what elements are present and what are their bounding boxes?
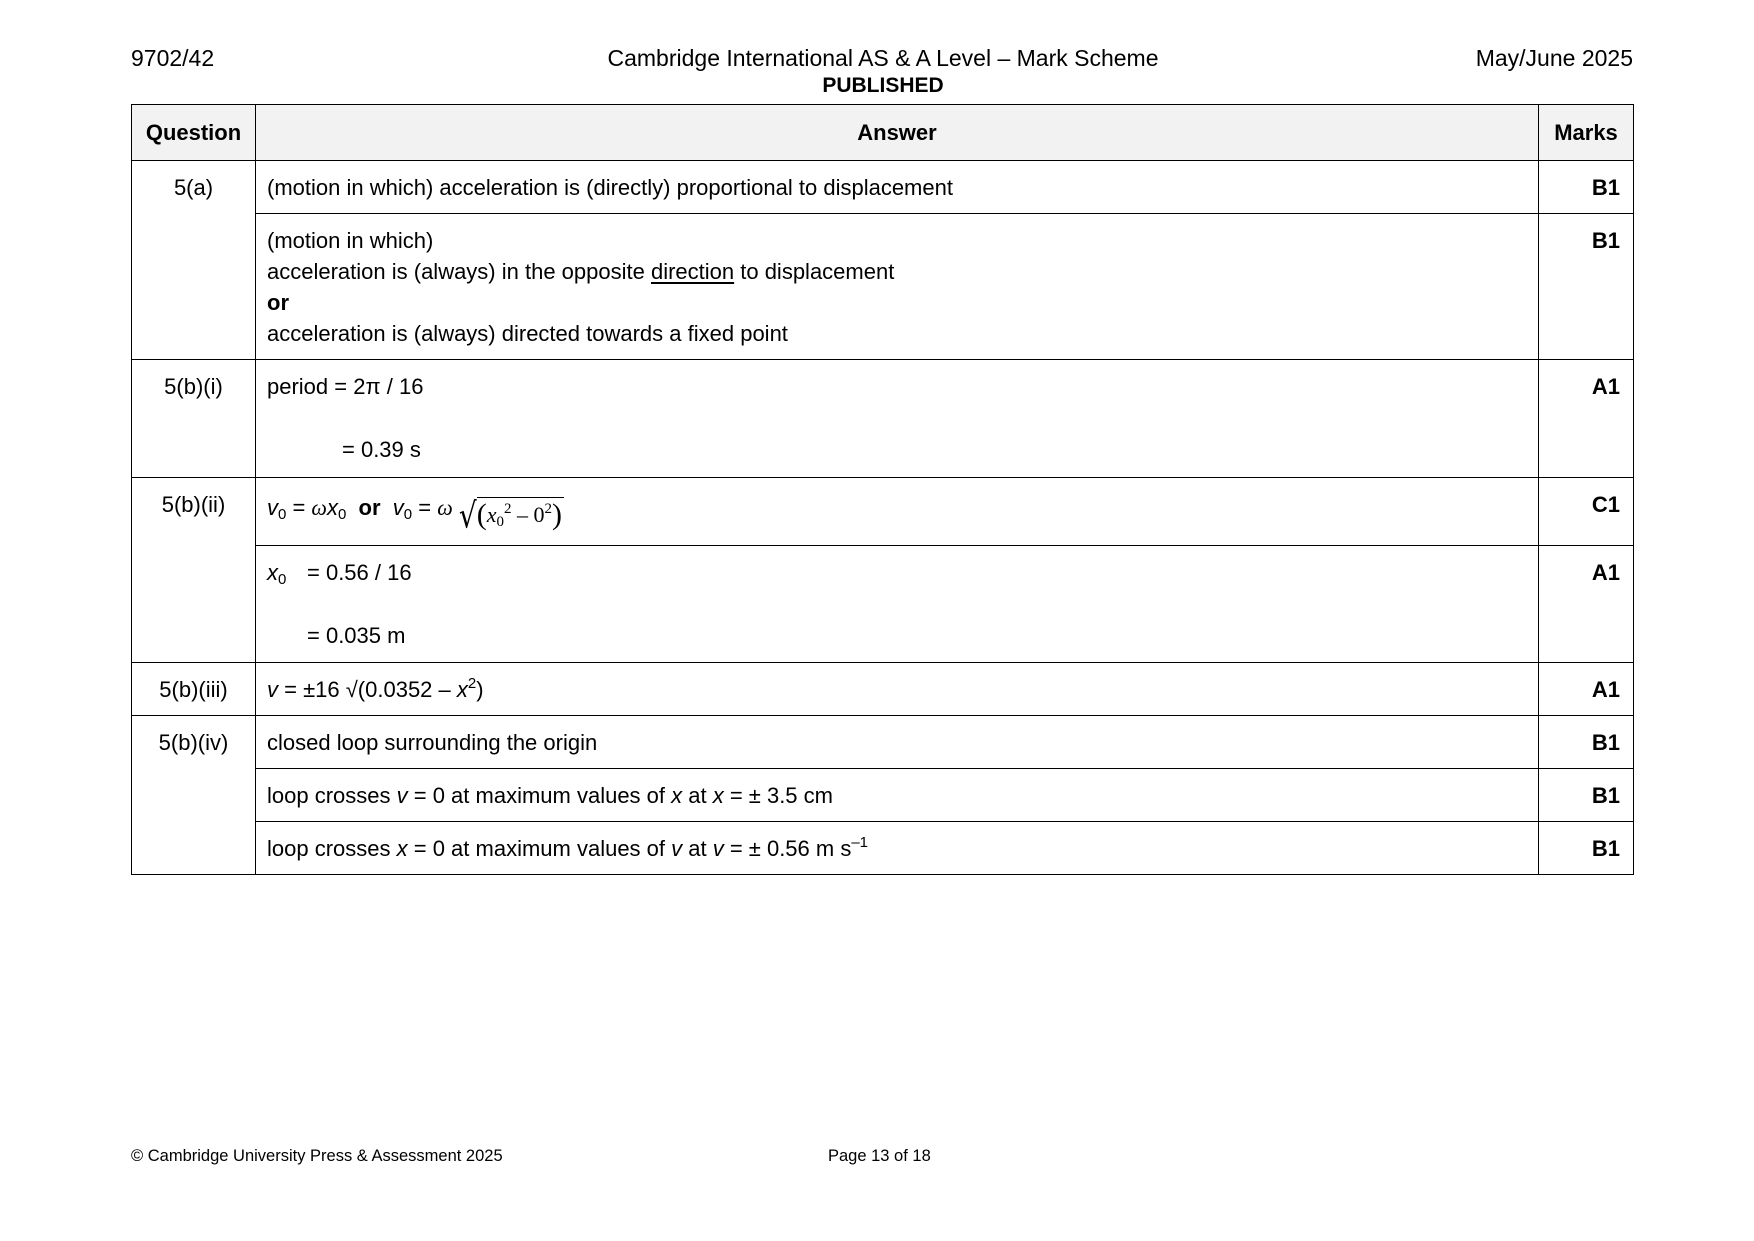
question-number: 5(a) <box>132 161 256 360</box>
table-row <box>132 546 1634 663</box>
subscript: 0 <box>337 506 347 523</box>
answer-cell <box>256 769 1539 822</box>
copyright-notice: © Cambridge University Press & Assessment 2025 <box>131 1147 503 1165</box>
question-number: 5(b)(i) <box>132 360 256 478</box>
exam-session: May/June 2025 <box>1475 45 1633 71</box>
answer-text: (motion in which) acceleration is (directly) proportional to displacement <box>267 175 953 200</box>
variable-v: v <box>267 677 278 702</box>
equals-sign: = <box>286 495 312 520</box>
mark-cell: C1 <box>1539 478 1634 546</box>
subscript: 0 <box>496 514 504 530</box>
omega-symbol: ω <box>437 495 453 520</box>
radical-sign-icon: √ <box>458 494 477 536</box>
variable-x: x <box>712 783 724 808</box>
variable-v: v <box>392 495 404 520</box>
superscript: –1 <box>851 834 869 851</box>
subscript: 0 <box>278 571 287 588</box>
answer-header: Answer <box>256 105 1539 161</box>
mark-cell: B1 <box>1539 214 1634 360</box>
question-number: 5(b)(iii) <box>132 663 256 716</box>
table-row <box>132 769 1634 822</box>
answer-cell <box>256 716 1539 769</box>
marks-header: Marks <box>1539 105 1634 161</box>
mark-cell: A1 <box>1539 360 1634 478</box>
answer-text: ) <box>476 677 484 702</box>
answer-text: = 0.56 / 16 <box>307 560 412 585</box>
answer-line: = 0.035 m <box>307 623 406 648</box>
variable-v: v <box>396 783 408 808</box>
answer-line: period = 2π / 16 <box>267 374 424 399</box>
answer-text: acceleration is (always) in the opposite <box>267 259 651 284</box>
table-row <box>132 716 1634 769</box>
answer-text: to displacement <box>734 259 895 284</box>
variable-x: x <box>396 836 408 861</box>
answer-cell <box>256 478 1539 546</box>
table-row <box>132 822 1634 875</box>
answer-text: at <box>682 783 713 808</box>
answer-text: at <box>682 836 713 861</box>
equals-sign: = <box>412 495 438 520</box>
question-number: 5(b)(iv) <box>132 716 256 875</box>
variable-x: x <box>456 677 468 702</box>
table-row <box>132 161 1634 214</box>
table-row <box>132 360 1634 478</box>
minus-zero: – 0 <box>511 502 545 527</box>
variable-x: x <box>326 495 338 520</box>
page-number: Page 13 of 18 <box>828 1147 931 1165</box>
question-number: 5(b)(ii) <box>132 478 256 663</box>
mark-cell: B1 <box>1539 161 1634 214</box>
answer-cell <box>256 822 1539 875</box>
mark-cell: B1 <box>1539 716 1634 769</box>
variable-x: x <box>671 783 683 808</box>
superscript: 2 <box>467 675 477 692</box>
radicand: $(x_0^2 - 0^2)$ <box>476 498 562 531</box>
table-header-row <box>132 105 1634 161</box>
answer-text: = ± 0.56 m s <box>723 836 852 861</box>
answer-text: = ±16 √(0.0352 – <box>278 677 457 702</box>
or-keyword: or <box>267 290 289 315</box>
table-row <box>132 663 1634 716</box>
answer-cell <box>256 161 1539 214</box>
answer-line <box>267 256 1528 287</box>
subscript: 0 <box>403 506 413 523</box>
answer-line: acceleration is (always) directed towards a fixed point <box>267 321 788 346</box>
superscript: 2 <box>503 501 512 517</box>
answer-text: loop crosses <box>267 836 397 861</box>
spacer <box>267 402 1528 434</box>
answer-text: = 0 at maximum values of <box>407 783 672 808</box>
underlined-word: direction <box>650 259 735 284</box>
answer-cell <box>256 360 1539 478</box>
answer-text: loop crosses <box>267 783 397 808</box>
answer-line: (motion in which) <box>267 228 434 253</box>
answer-text: closed loop surrounding the origin <box>267 730 598 755</box>
mark-cell: A1 <box>1539 546 1634 663</box>
answer-cell <box>256 663 1539 716</box>
variable-v: v <box>671 836 683 861</box>
title-text: Cambridge International AS & A Level – Mark Scheme <box>607 45 1159 71</box>
answer-text: = 0 at maximum values of <box>407 836 672 861</box>
variable-x: x <box>267 560 278 585</box>
omega-symbol: ω <box>311 495 327 520</box>
answer-text: = ± 3.5 cm <box>723 783 833 808</box>
variable-v: v <box>267 495 278 520</box>
variable-x: x <box>486 502 497 527</box>
mark-cell: B1 <box>1539 822 1634 875</box>
mark-cell: B1 <box>1539 769 1634 822</box>
answer-cell <box>256 214 1539 360</box>
spacer <box>267 588 1528 620</box>
question-header: Question <box>132 105 256 161</box>
formula <box>267 494 564 536</box>
answer-cell <box>256 546 1539 663</box>
answer-line: = 0.39 s <box>342 437 421 462</box>
published-label: PUBLISHED <box>822 74 944 97</box>
or-keyword: or <box>358 495 381 520</box>
table-row <box>132 478 1634 546</box>
variable-v: v <box>712 836 724 861</box>
table-row <box>132 214 1634 360</box>
paper-code: 9702/42 <box>131 45 215 71</box>
superscript: 2 <box>544 501 552 517</box>
subscript: 0 <box>278 506 287 523</box>
mark-scheme-table <box>131 104 1634 875</box>
square-root <box>458 494 564 536</box>
answer-line <box>267 557 1528 588</box>
mark-cell: A1 <box>1539 663 1634 716</box>
